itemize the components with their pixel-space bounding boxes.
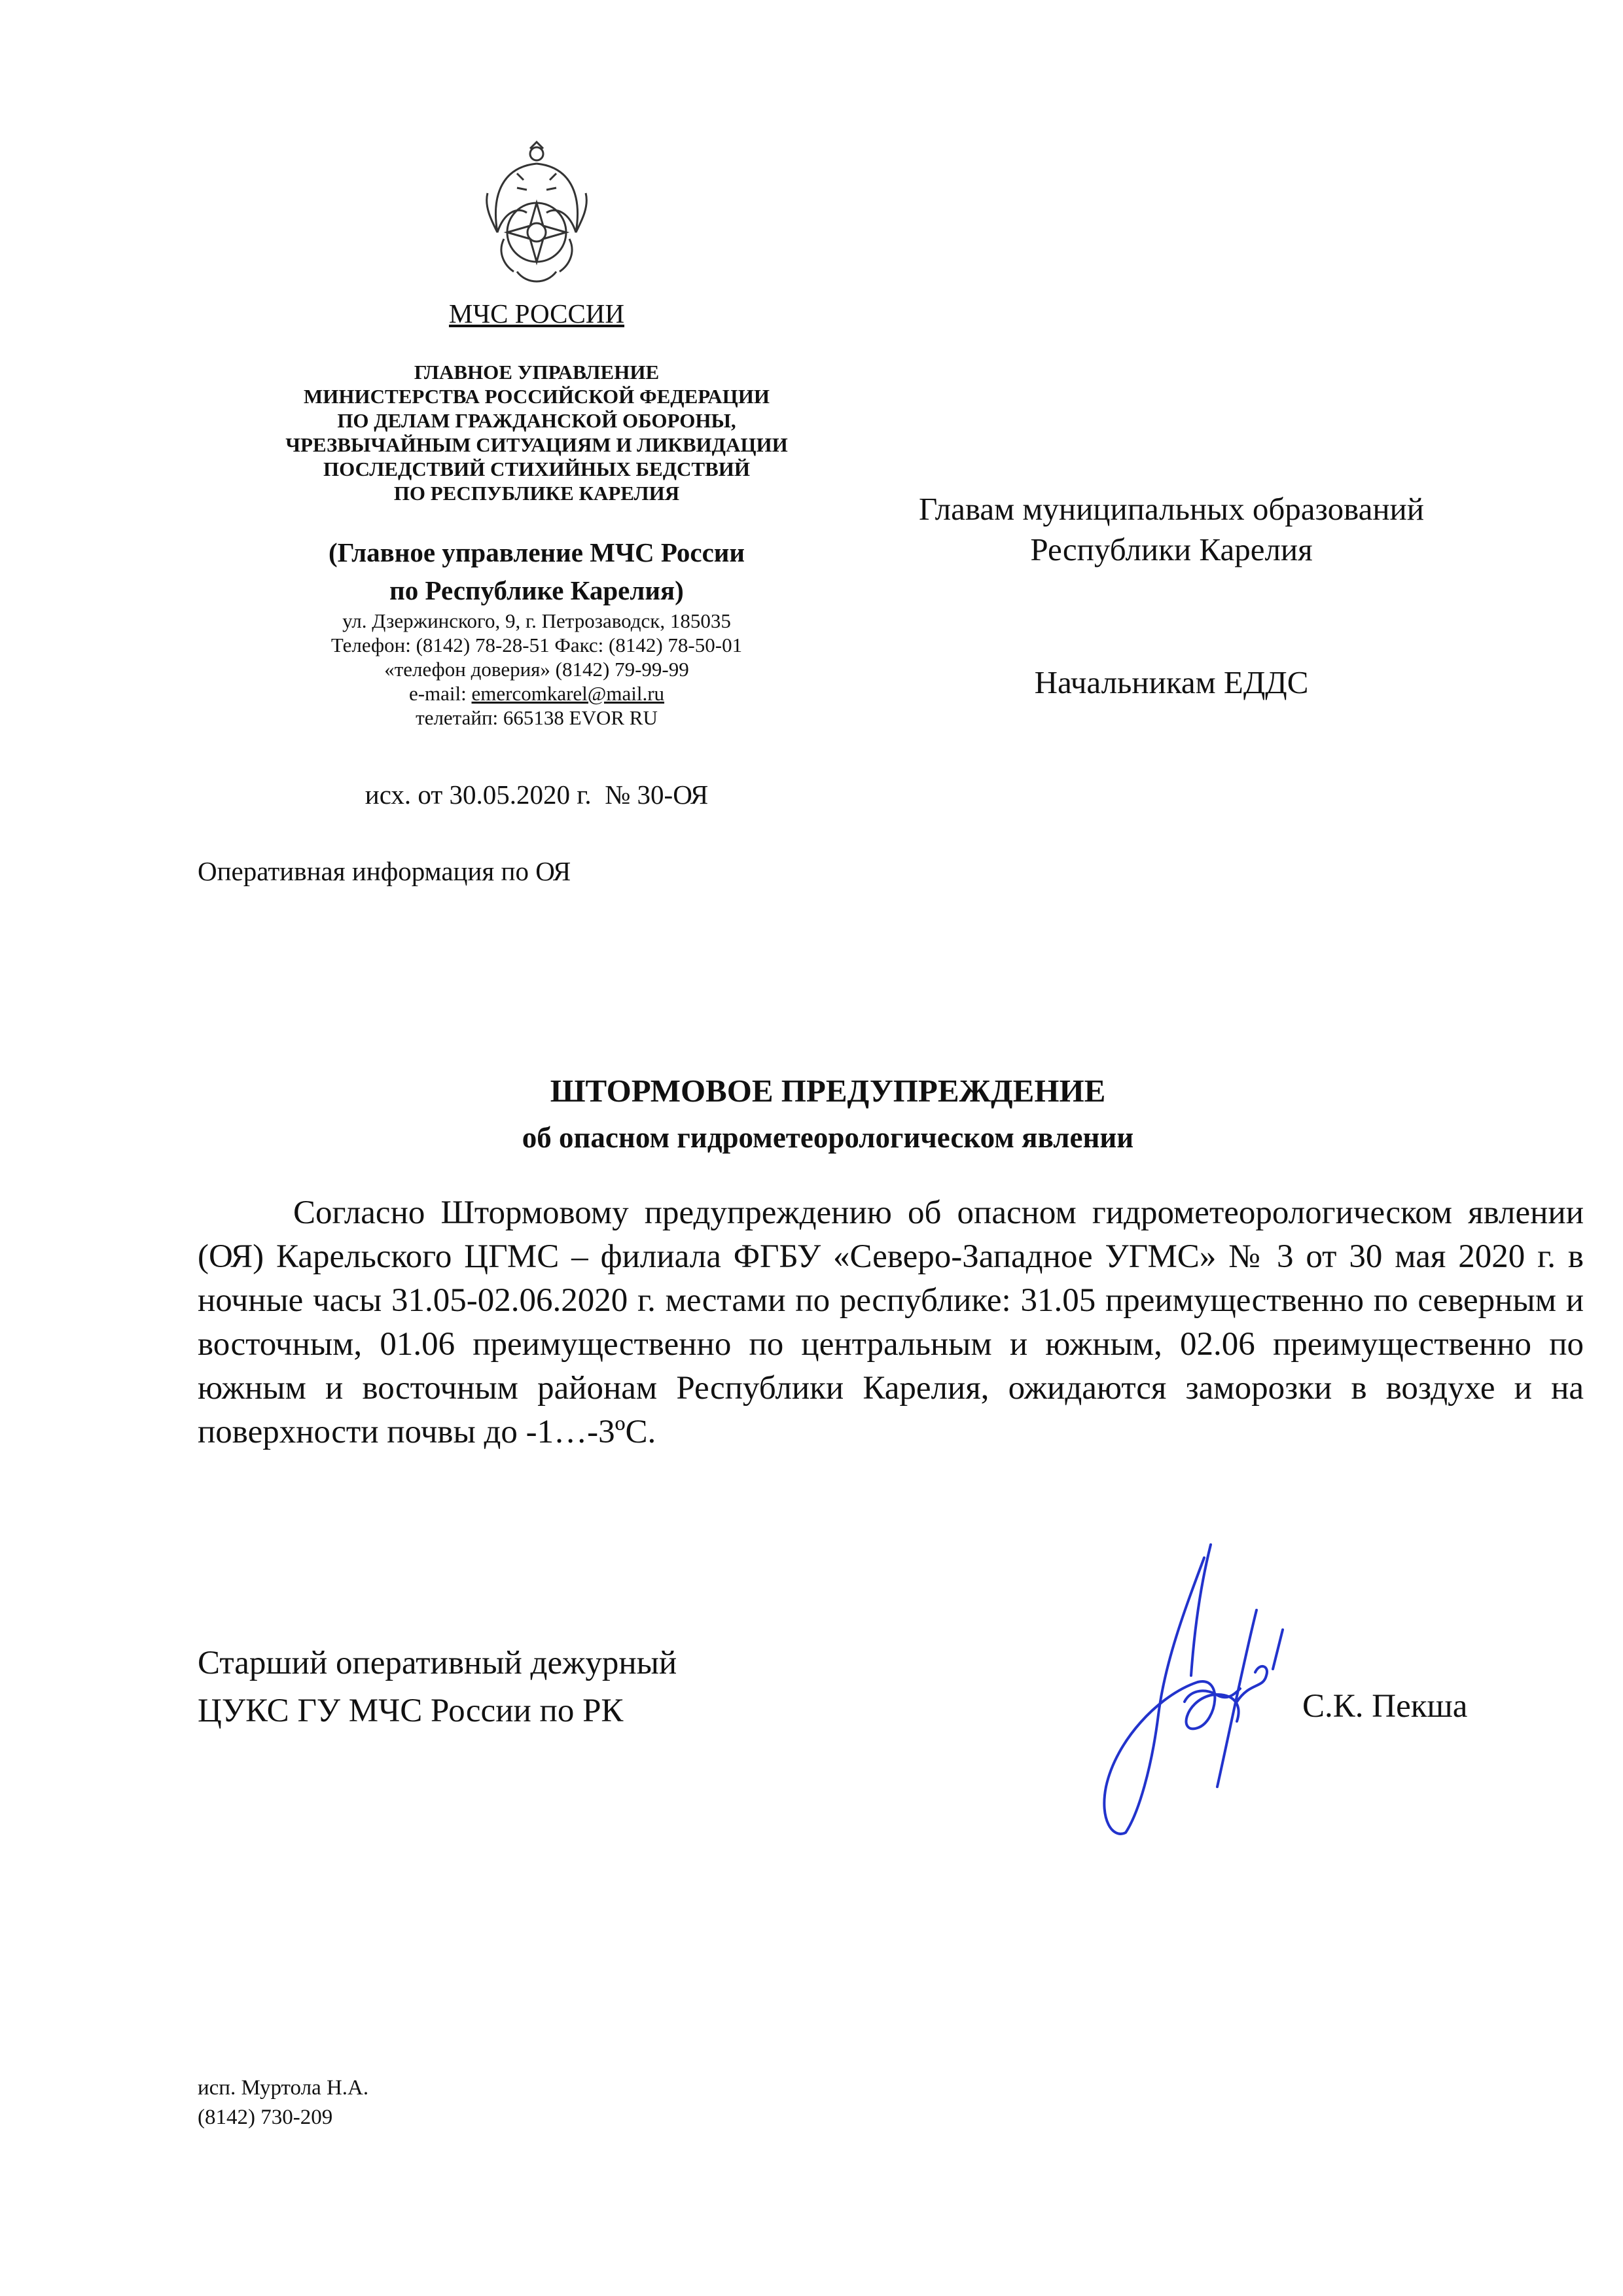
executor-block bbox=[198, 2073, 368, 2132]
organization-short-name bbox=[216, 533, 857, 609]
position-line: ЦУКС ГУ МЧС России по РК bbox=[198, 1693, 624, 1729]
teletype: телетайп: 665138 EVOR RU bbox=[416, 706, 658, 729]
phone-fax: Телефон: (8142) 78-28-51 Факс: (8142) 78-50-01 bbox=[330, 634, 743, 656]
org-short-line: (Главное управление МЧС России bbox=[328, 537, 745, 567]
org-line: МИНИСТЕРСТВА РОССИЙСКОЙ ФЕДЕРАЦИИ bbox=[304, 385, 770, 408]
addressee-line: Республики Карелия bbox=[1030, 531, 1313, 567]
position-line: Старший оперативный дежурный bbox=[198, 1645, 677, 1681]
mchs-emblem-icon bbox=[478, 141, 596, 291]
trust-phone: «телефон доверия» (8142) 79-99-99 bbox=[384, 658, 689, 681]
signer-position bbox=[198, 1640, 677, 1735]
document-title: ШТОРМОВОЕ ПРЕДУПРЕЖДЕНИЕ bbox=[550, 1073, 1106, 1109]
warning-body: Согласно Штормовому предупреждению об опасном гидрометеорологическом явлении (ОЯ) Карельского ЦГМС – филиала ФГБУ «Северо-Западное УГМС» № 3 от 30 мая 2020 г. в ночные часы 31.05-02.06.2020 г. местами по республике: 31.05 преимущественно по северным и восточным, 01.06 преимущественно по центральным и южным, 02.06 преимущественно по южным и восточным районам Республики Карелия, ожидаются заморозки в воздухе и на поверхности почвы до -1…-3ºС. bbox=[198, 1194, 1584, 1450]
email-label: e-mail: bbox=[408, 682, 472, 705]
contact-block bbox=[216, 609, 857, 730]
ministry-title: МЧС РОССИИ bbox=[448, 298, 625, 329]
org-line: ПО РЕСПУБЛИКЕ КАРЕЛИЯ bbox=[393, 482, 680, 505]
executor-name: исп. Муртола Н.А. bbox=[198, 2076, 369, 2100]
executor-phone: (8142) 730-209 bbox=[198, 2106, 333, 2129]
email-link[interactable]: emercomkarel@mail.ru bbox=[471, 682, 665, 705]
outgoing-number: исх. от 30.05.2020 г. № 30-ОЯ bbox=[365, 780, 709, 810]
org-line: ПОСЛЕДСТВИЙ СТИХИЙНЫХ БЕДСТВИЙ bbox=[323, 457, 750, 480]
addressee-block bbox=[838, 489, 1505, 570]
organization-full-name bbox=[216, 360, 857, 505]
addressee-edds: Начальникам ЕДДС bbox=[1034, 664, 1309, 700]
email-line bbox=[216, 681, 857, 706]
org-line: ГЛАВНОЕ УПРАВЛЕНИЕ bbox=[414, 361, 660, 384]
org-short-line: по Республике Карелия) bbox=[389, 575, 684, 605]
org-line: ПО ДЕЛАМ ГРАЖДАНСКОЙ ОБОРОНЫ, bbox=[337, 409, 736, 432]
org-line: ЧРЕЗВЫЧАЙНЫМ СИТУАЦИЯМ И ЛИКВИДАЦИИ bbox=[285, 433, 788, 456]
address: ул. Дзержинского, 9, г. Петрозаводск, 185035 bbox=[342, 609, 731, 632]
signer-name: С.К. Пекша bbox=[1302, 1688, 1468, 1725]
handwritten-signature bbox=[1086, 1532, 1361, 1839]
subject-line: Оперативная информация по ОЯ bbox=[198, 856, 571, 886]
addressee-line: Главам муниципальных образований bbox=[919, 491, 1424, 527]
document-subtitle: об опасном гидрометеорологическом явлении bbox=[522, 1121, 1134, 1154]
